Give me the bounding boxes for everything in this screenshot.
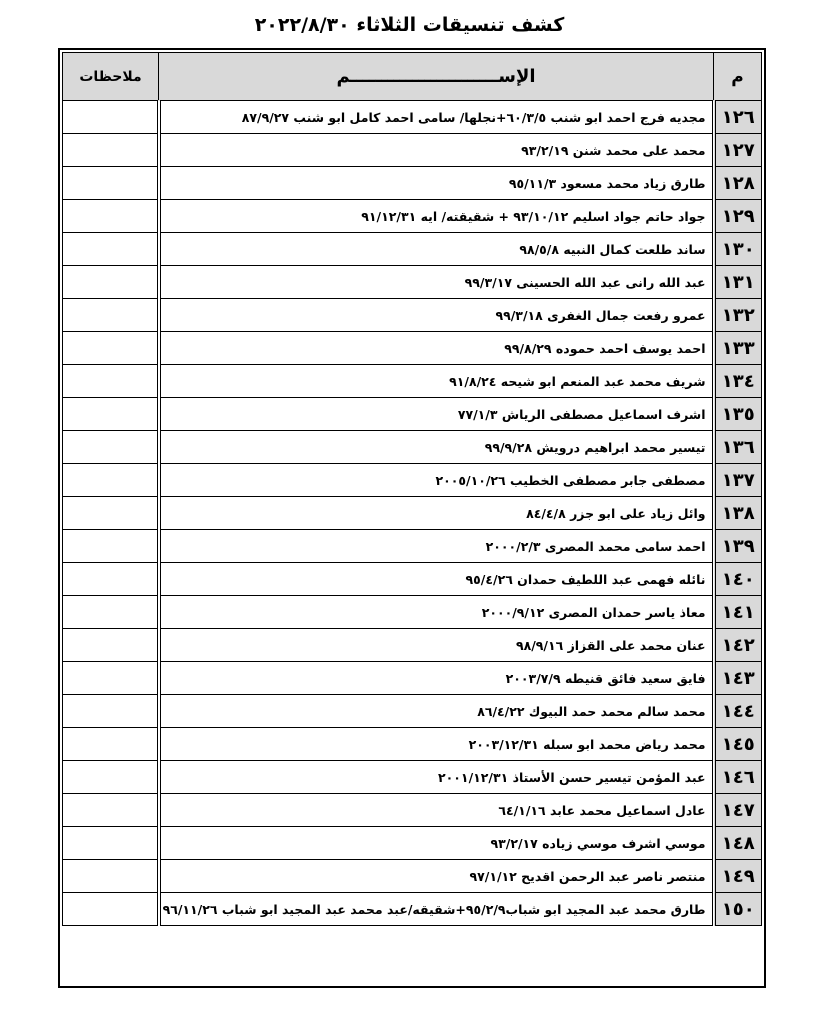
row-notes <box>63 233 159 266</box>
row-number: ١٣٢ <box>714 299 762 332</box>
row-name: عبد المؤمن تيسير حسن الأستاذ ٢٠٠١/١٢/٣١ <box>159 761 714 794</box>
row-notes <box>63 629 159 662</box>
table-row <box>63 827 762 860</box>
row-number: ١٣٥ <box>714 398 762 431</box>
names-table <box>62 52 762 926</box>
table-row <box>63 167 762 200</box>
row-number: ١٤٨ <box>714 827 762 860</box>
row-notes <box>63 860 159 893</box>
row-number: ١٤٤ <box>714 695 762 728</box>
table-row <box>63 728 762 761</box>
row-notes <box>63 134 159 167</box>
row-number: ١٣٨ <box>714 497 762 530</box>
table-row <box>63 761 762 794</box>
row-number: ١٣٠ <box>714 233 762 266</box>
row-number: ١٢٦ <box>714 101 762 134</box>
row-notes <box>63 266 159 299</box>
row-notes <box>63 695 159 728</box>
row-name: فايق سعيد فائق قنيطه ٢٠٠٣/٧/٩ <box>159 662 714 695</box>
table-row <box>63 563 762 596</box>
row-name: محمد على محمد شنن ٩٣/٢/١٩ <box>159 134 714 167</box>
row-number: ١٥٠ <box>714 893 762 926</box>
table-row <box>63 101 762 134</box>
row-notes <box>63 728 159 761</box>
row-number: ١٤٦ <box>714 761 762 794</box>
row-name: عمرو رفعت جمال الغفرى ٩٩/٣/١٨ <box>159 299 714 332</box>
table-row <box>63 629 762 662</box>
row-number: ١٤٩ <box>714 860 762 893</box>
row-name: طارق محمد عبد المجيد ابو شباب٩٥/٢/٩+شقيقه/عبد محمد عبد المجيد ابو شباب ٩٦/١١/٢٦ <box>159 893 714 926</box>
row-number: ١٢٩ <box>714 200 762 233</box>
row-name: مجديه فرج احمد ابو شنب ٦٠/٣/٥+نجلها/ سامى احمد كامل ابو شنب ٨٧/٩/٢٧ <box>159 101 714 134</box>
row-name: اشرف اسماعيل مصطفى الرياش ٧٧/١/٣ <box>159 398 714 431</box>
table-row <box>63 497 762 530</box>
row-notes <box>63 530 159 563</box>
table-row <box>63 464 762 497</box>
row-name: عنان محمد على القزاز ٩٨/٩/١٦ <box>159 629 714 662</box>
row-number: ١٤٣ <box>714 662 762 695</box>
table-row <box>63 431 762 464</box>
row-name: مصطفى جابر مصطفى الخطيب ٢٠٠٥/١٠/٢٦ <box>159 464 714 497</box>
row-number: ١٤٢ <box>714 629 762 662</box>
table-row <box>63 266 762 299</box>
row-name: شريف محمد عبد المنعم ابو شيحه ٩١/٨/٢٤ <box>159 365 714 398</box>
table-row <box>63 332 762 365</box>
row-name: منتصر ناصر عبد الرحمن اقديح ٩٧/١/١٢ <box>159 860 714 893</box>
row-name: محمد رياض محمد ابو سبله ٢٠٠٣/١٢/٣١ <box>159 728 714 761</box>
row-number: ١٤١ <box>714 596 762 629</box>
header-notes: ملاحظات <box>63 53 159 101</box>
row-name: طارق زياد محمد مسعود ٩٥/١١/٣ <box>159 167 714 200</box>
table-row <box>63 596 762 629</box>
table-row <box>63 860 762 893</box>
row-number: ١٣١ <box>714 266 762 299</box>
row-notes <box>63 365 159 398</box>
row-name: تيسير محمد ابراهيم درويش ٩٩/٩/٢٨ <box>159 431 714 464</box>
table-row <box>63 695 762 728</box>
row-notes <box>63 596 159 629</box>
row-name: نائله فهمى عبد اللطيف حمدان ٩٥/٤/٢٦ <box>159 563 714 596</box>
row-number: ١٣٤ <box>714 365 762 398</box>
row-name: معاذ ياسر حمدان المصرى ٢٠٠٠/٩/١٢ <box>159 596 714 629</box>
row-name: موسي اشرف موسي زياده ٩٣/٢/١٧ <box>159 827 714 860</box>
header-number: م <box>714 53 762 101</box>
row-number: ١٤٥ <box>714 728 762 761</box>
row-notes <box>63 827 159 860</box>
row-number: ١٣٩ <box>714 530 762 563</box>
table-row <box>63 365 762 398</box>
row-notes <box>63 794 159 827</box>
row-name: جواد حاتم جواد اسليم ٩٣/١٠/١٢ + شقيقته/ ايه ٩١/١٢/٣١ <box>159 200 714 233</box>
row-name: احمد سامى محمد المصرى ٢٠٠٠/٢/٣ <box>159 530 714 563</box>
table-row <box>63 794 762 827</box>
table-row <box>63 530 762 563</box>
row-number: ١٣٣ <box>714 332 762 365</box>
row-notes <box>63 299 159 332</box>
row-notes <box>63 332 159 365</box>
header-name: الإســــــــــــــــــــــــم <box>159 53 714 101</box>
row-notes <box>63 563 159 596</box>
row-number: ١٣٦ <box>714 431 762 464</box>
row-number: ١٢٨ <box>714 167 762 200</box>
table-row <box>63 233 762 266</box>
table-row <box>63 893 762 926</box>
row-notes <box>63 431 159 464</box>
row-number: ١٤٧ <box>714 794 762 827</box>
page-title: كشف تنسيقات الثلاثاء ٢٠٢٢/٨/٣٠ <box>254 14 565 36</box>
row-notes <box>63 398 159 431</box>
table-row <box>63 134 762 167</box>
row-name: محمد سالم محمد حمد البيوك ٨٦/٤/٢٢ <box>159 695 714 728</box>
row-notes <box>63 662 159 695</box>
row-notes <box>63 200 159 233</box>
table-row <box>63 662 762 695</box>
table-row <box>63 299 762 332</box>
row-notes <box>63 497 159 530</box>
row-notes <box>63 464 159 497</box>
row-number: ١٢٧ <box>714 134 762 167</box>
row-name: عبد الله رانى عبد الله الحسينى ٩٩/٣/١٧ <box>159 266 714 299</box>
row-notes <box>63 167 159 200</box>
row-name: عادل اسماعيل محمد عابد ٦٤/١/١٦ <box>159 794 714 827</box>
row-name: ساند طلعت كمال النبيه ٩٨/٥/٨ <box>159 233 714 266</box>
table-header-row <box>63 53 762 101</box>
row-number: ١٣٧ <box>714 464 762 497</box>
row-notes <box>63 761 159 794</box>
row-notes <box>63 893 159 926</box>
row-name: وائل زياد على ابو جزر ٨٤/٤/٨ <box>159 497 714 530</box>
table-row <box>63 200 762 233</box>
row-number: ١٤٠ <box>714 563 762 596</box>
row-notes <box>63 101 159 134</box>
table-row <box>63 398 762 431</box>
row-name: احمد يوسف احمد حموده ٩٩/٨/٢٩ <box>159 332 714 365</box>
